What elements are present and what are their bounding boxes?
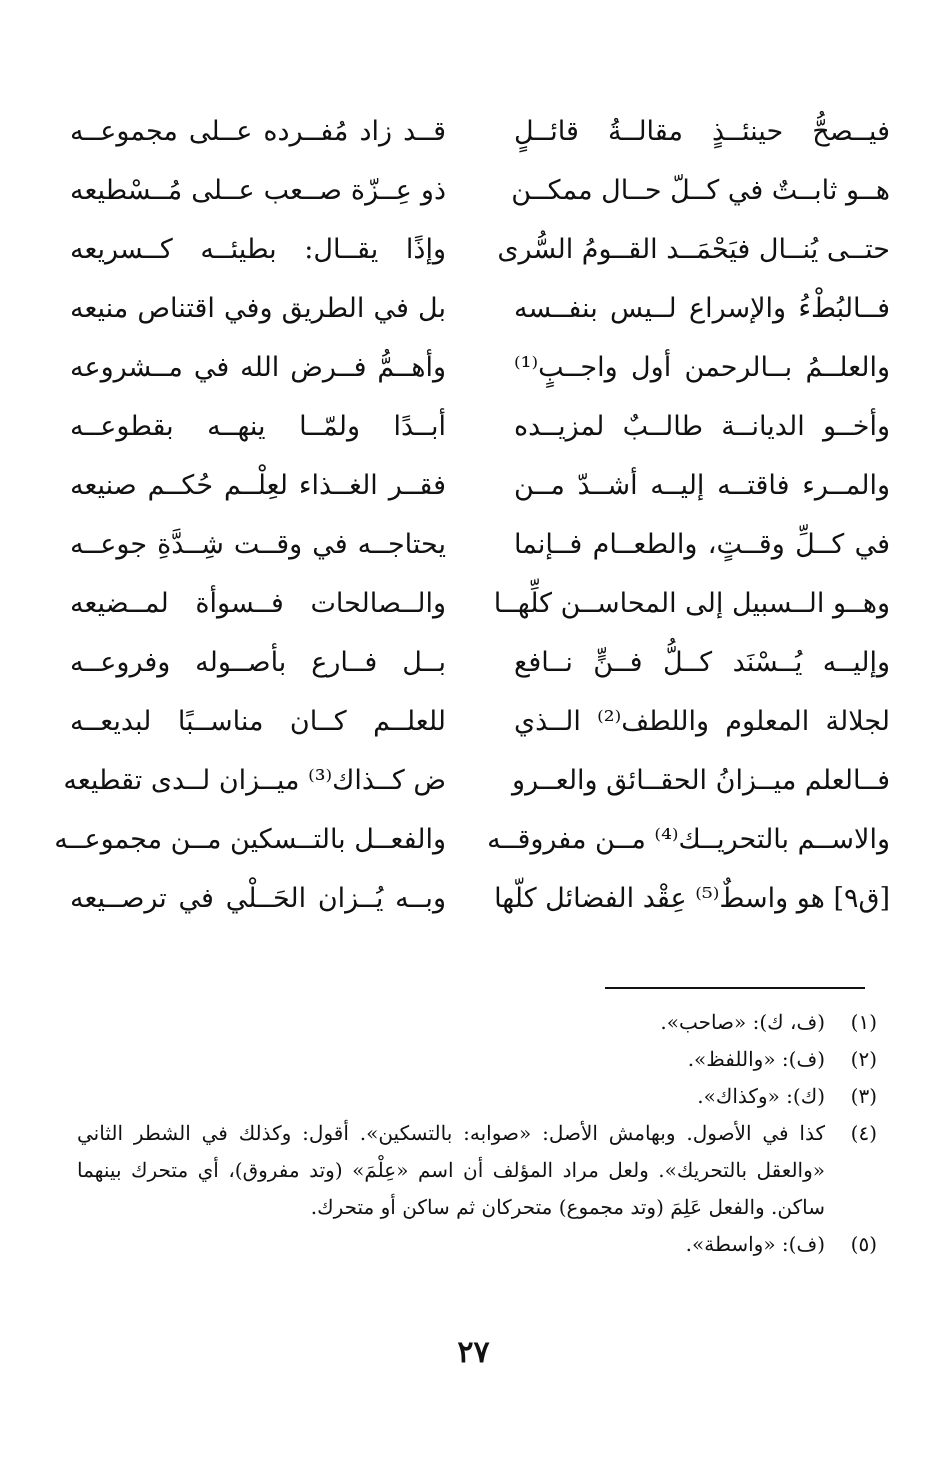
footnote <box>77 1078 877 1115</box>
verse-first-hemistich: وإليــه يُــسْنَد كــلُّ فــنٍّ نــافع <box>514 647 890 678</box>
footnote-text: (ف): «واسطة». <box>685 1232 825 1256</box>
verse-first-hemistich: حتــى يُنــال فيَحْمَــد القــومُ السُّرى <box>497 234 890 265</box>
footnote-number: (٣) <box>850 1084 877 1108</box>
verse-first-hemistich: هــو ثابــتٌ في كــلّ حــال ممكــن <box>511 175 890 206</box>
verse-second-hemistich: وأهــمُّ فــرض الله في مــشروعه <box>70 352 446 383</box>
verse-first-hemistich: وأخــو الديانــة طالــبٌ لمزيــده <box>514 411 890 442</box>
verse <box>54 810 890 869</box>
verse <box>70 397 890 456</box>
verse <box>70 220 890 279</box>
verse-first-hemistich: فــالبُطْءُ والإسراع لــيس بنفــسه <box>514 293 890 324</box>
footnote <box>77 1041 877 1078</box>
verse-second-hemistich: فقــر الغــذاء لعِلْــم حُكــم صنيعه <box>70 470 446 501</box>
footnote-separator <box>605 987 865 989</box>
footnote-text: (ف): «واللفظ». <box>687 1047 825 1071</box>
verse-second-hemistich: والــصالحات فــسوأة لمــضيعه <box>70 588 446 619</box>
verse <box>70 279 890 338</box>
verse <box>63 751 890 810</box>
verse <box>70 338 890 397</box>
verse-second-hemistich: والفعــل بالتــسكين مــن مجموعــه <box>54 824 446 855</box>
verse-second-hemistich: ض كــذاك⁽³⁾ ميــزان لــدى تقطيعه <box>63 765 446 796</box>
footnote-text: (ف، ك): «صاحب». <box>660 1010 825 1034</box>
poem <box>54 102 890 928</box>
verse-second-hemistich: للعلــم كــان مناســبًا لبديعــه <box>70 706 446 737</box>
verse-second-hemistich: بــل فــارع بأصــوله وفروعــه <box>70 647 446 678</box>
verse-first-hemistich: والاســم بالتحريــك⁽⁴⁾ مــن مفروقــه <box>487 824 890 855</box>
verse-second-hemistich: ذو عِــزّة صــعب عــلى مُــسْطيعه <box>70 175 446 206</box>
verse-first-hemistich: فيــصحُّ حينئــذٍ مقالــةُ قائــلٍ <box>514 116 890 147</box>
verse-first-hemistich: وهــو الــسبيل إلى المحاســن كلِّهــا <box>493 588 890 619</box>
verse <box>70 102 890 161</box>
verse-second-hemistich: يحتاجــه في وقــت شِــدَّةِ جوعــه <box>70 529 446 560</box>
verse-second-hemistich: بل في الطريق وفي اقتناص منيعه <box>70 293 446 324</box>
footnote <box>77 1004 877 1041</box>
verse <box>70 515 890 574</box>
page-number: ٢٧ <box>457 1335 490 1370</box>
verse-second-hemistich: وإذًا يقــال: بطيئــه كــسريعه <box>70 234 446 265</box>
verse <box>70 161 890 220</box>
verse <box>70 869 890 928</box>
verse-first-hemistich: والعلــمُ بــالرحمن أول واجــبٍ⁽¹⁾ <box>514 352 890 383</box>
footnote-number: (٢) <box>850 1047 877 1071</box>
footnote-text: (ك): «وكذاك». <box>697 1084 825 1108</box>
verse <box>70 633 890 692</box>
verse-first-hemistich: والمــرء فاقتــه إليــه أشــدّ مــن <box>514 470 890 501</box>
verse-first-hemistich: لجلالة المعلوم واللطف⁽²⁾ الــذي <box>514 706 890 737</box>
verse <box>70 692 890 751</box>
footnote <box>77 1226 877 1263</box>
verse-first-hemistich: في كــلِّ وقــتٍ، والطعــام فــإنما <box>514 529 890 560</box>
footnotes <box>77 1004 877 1263</box>
footnote-number: (٤) <box>850 1121 877 1145</box>
verse-second-hemistich: قــد زاد مُفــرده عــلى مجموعــه <box>70 116 446 147</box>
footnote <box>77 1115 877 1226</box>
verse-first-hemistich: فــالعلم ميــزانُ الحقــائق والعــرو <box>512 765 890 796</box>
verse-first-hemistich: [ق٩] هو واسطٌ⁽⁵⁾ عِقْد الفضائل كلّها <box>494 883 890 914</box>
verse <box>70 456 890 515</box>
verse-second-hemistich: وبــه يُــزان الحَــلْي في ترصــيعه <box>70 883 446 914</box>
footnote-number: (١) <box>850 1010 877 1034</box>
footnote-text: كذا في الأصول. وبهامش الأصل: «صوابه: بالتسكين». أقول: وكذلك في الشطر الثاني «والعقل بالتحريك». ولعل مراد المؤلف أن اسم «عِلْمَ» (وتد مفروق)، أي متحرك بينهما ساكن. والفعل عَلِمَ (وتد مجموع) متحركان ثم ساكن أو متحرك. <box>77 1121 825 1219</box>
verse-second-hemistich: أبــدًا ولمّــا ينهــه بقطوعــه <box>70 411 446 442</box>
footnote-number: (٥) <box>850 1232 877 1256</box>
verse <box>70 574 890 633</box>
